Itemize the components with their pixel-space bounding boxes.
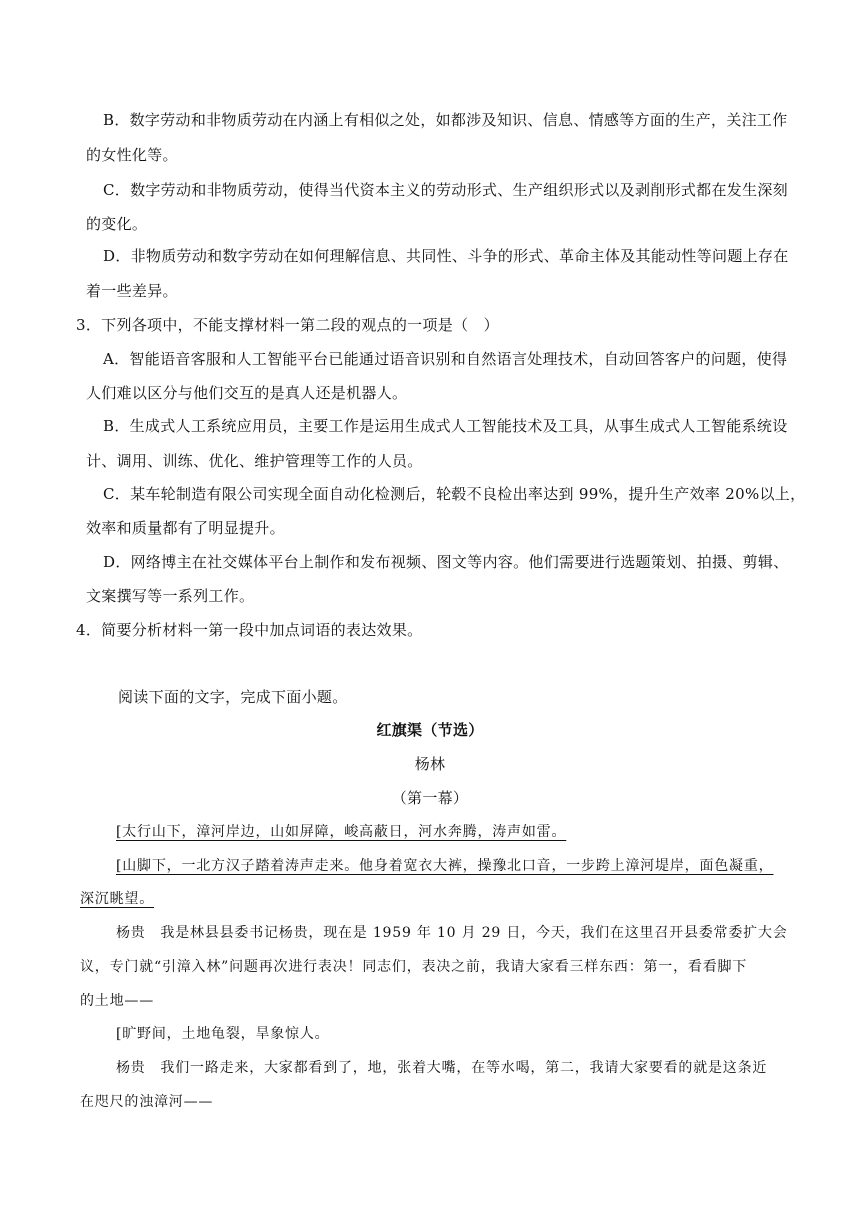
speech-2-line2: 在咫尺的浊漳河—— — [80, 1094, 214, 1110]
q2-option-c-line1: C．数字劳动和非物质劳动，使得当代资本主义的劳动形式、生产组织形式以及剥削形式都在发生深刻 — [103, 181, 788, 199]
q3-option-d-line2: 文案撰写等一系列工作。 — [86, 587, 255, 605]
q3-option-c-line1: C．某车轮制造有限公司实现全面自动化检测后，轮毂不良检出率达到 99%，提升生产效率 20%以上， — [103, 485, 806, 503]
speech-1-line3: 的土地—— — [80, 993, 154, 1009]
passage-author: 杨林 — [414, 755, 446, 773]
passage-title: 红旗渠（节选） — [376, 721, 484, 739]
q2-option-d-line1: D．非物质劳动和数字劳动在如何理解信息、共同性、斗争的形式、革命主体及其能动性等问题上存在 — [103, 247, 789, 265]
stage-direction-3: [旷野间，土地龟裂，旱象惊人。 — [116, 1026, 330, 1042]
q3-option-b-line2: 计、调用、训练、优化、维护管理等工作的人员。 — [86, 452, 423, 470]
stage-direction-1: [太行山下，漳河岸边，山如屏障，峻高蔽日，河水奔腾，涛声如雷。 — [116, 824, 567, 840]
q3-option-a-line2: 人们难以区分与他们交互的是真人还是机器人。 — [86, 384, 408, 402]
speech-1-line2: 议，专门就“引漳入林”问题再次进行表决！同志们，表决之前，我请大家看三样东西：第一，看看脚下 — [80, 959, 748, 975]
q3-stem: 3．下列各项中，不能支撑材料一第二段的观点的一项是（ ） — [76, 316, 499, 334]
q4-stem: 4．简要分析材料一第一段中加点词语的表达效果。 — [76, 621, 423, 639]
q2-option-d-line2: 着一些差异。 — [86, 282, 178, 300]
q3-option-b-line1: B．生成式人工系统应用员，主要工作是运用生成式人工智能技术及工具，从事生成式人工智能系统设 — [103, 417, 788, 435]
q2-option-b-line1: B．数字劳动和非物质劳动在内涵上有相似之处，如都涉及知识、信息、情感等方面的生产，关注工作 — [103, 111, 788, 129]
speech-2-line1: 杨贵 我们一路走来，大家都看到了，地，张着大嘴，在等水喝，第二，我请大家要看的就是这条近 — [116, 1060, 768, 1076]
stage-direction-2-line1: [山脚下，一北方汉子踏着涛声走来。他身着宽衣大裤，操豫北口音，一步跨上漳河堤岸，面色凝重， — [116, 858, 774, 874]
speech-1-line1: 杨贵 我是林县县委书记杨贵，现在是 1959 年 10 月 29 日，今天，我们在这里召开县委常委扩大会 — [116, 925, 788, 941]
reading-intro: 阅读下面的文字，完成下面小题。 — [118, 688, 348, 706]
q2-option-b-line2: 的女性化等。 — [86, 146, 178, 164]
stage-direction-2-line2: 深沉眺望。 — [80, 891, 154, 907]
q3-option-c-line2: 效率和质量都有了明显提升。 — [86, 519, 285, 537]
q2-option-c-line2: 的变化。 — [86, 215, 148, 233]
q3-option-d-line1: D．网络博主在社交媒体平台上制作和发布视频、图文等内容。他们需要进行选题策划、拍摄、剪辑、 — [103, 553, 789, 571]
passage-act: （第一幕） — [391, 789, 469, 807]
q3-option-a-line1: A．智能语音客服和人工智能平台已能通过语音识别和自然语言处理技术，自动回答客户的问题，使得 — [103, 350, 788, 368]
